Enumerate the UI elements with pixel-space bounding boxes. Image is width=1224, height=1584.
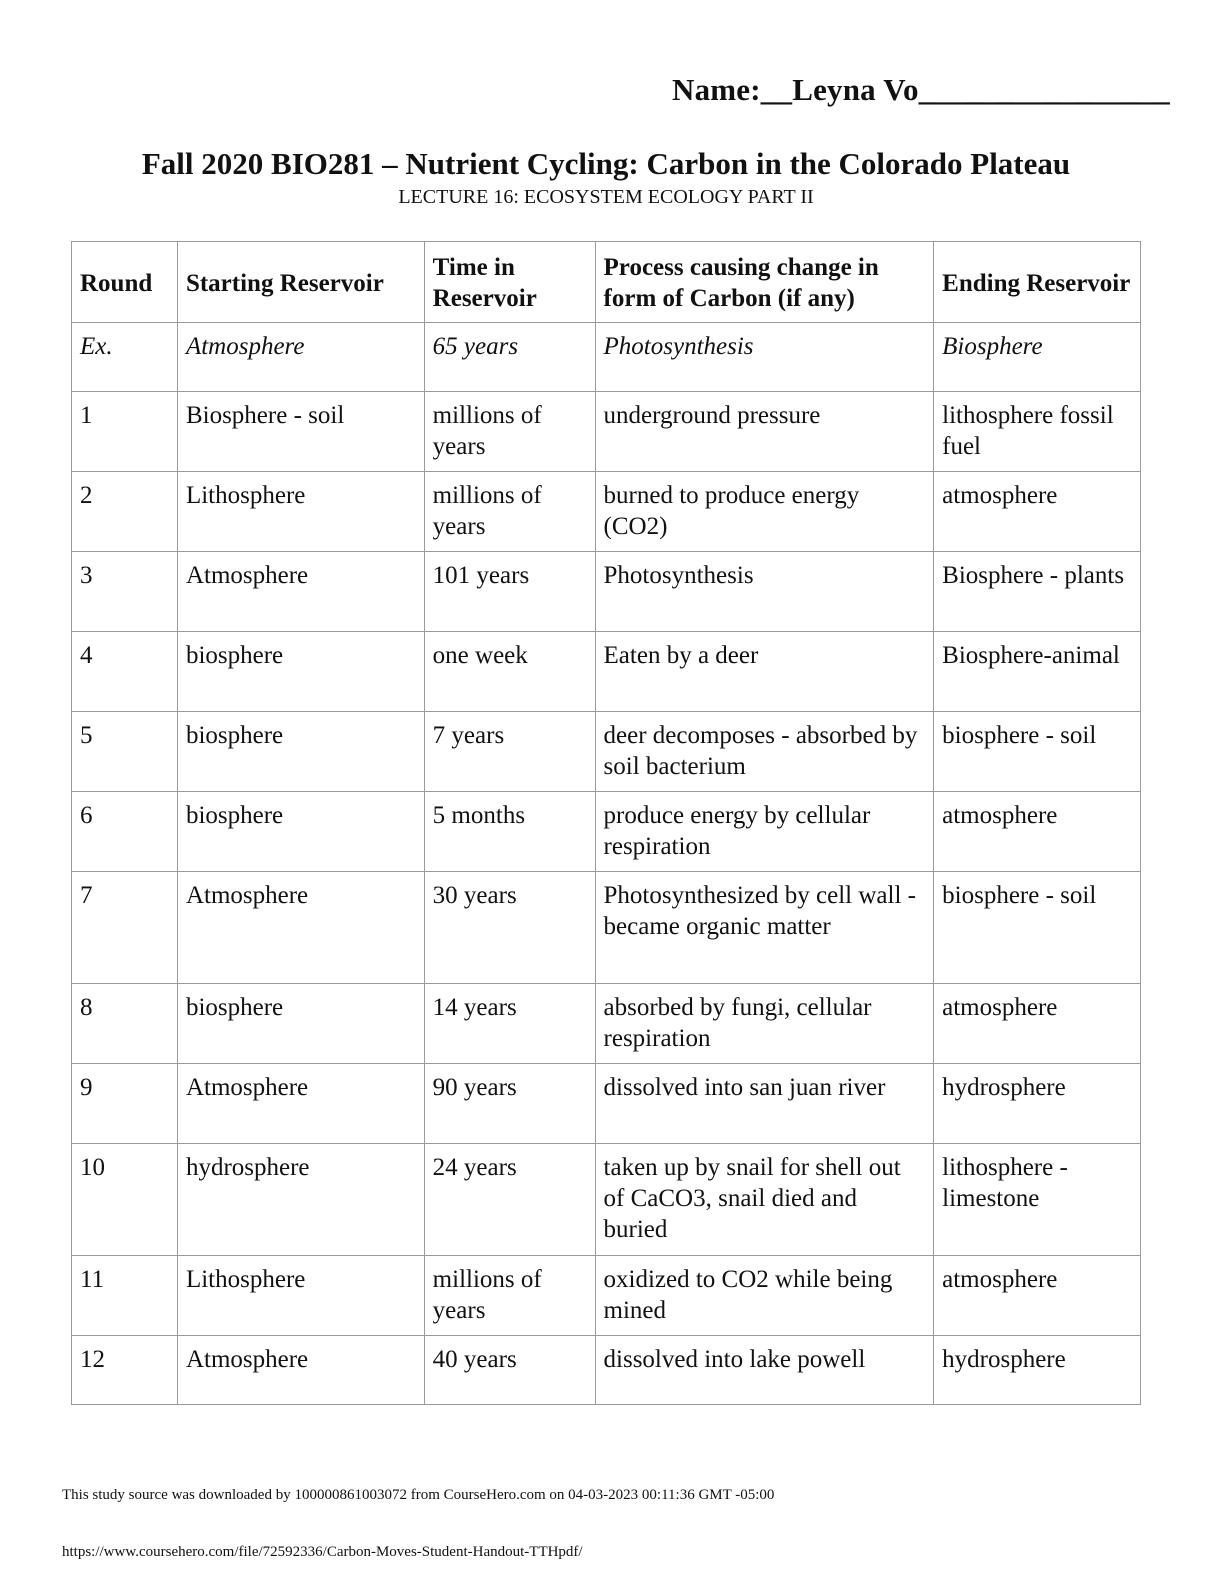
cell-starting-reservoir: Atmosphere [177,552,424,632]
table-row [72,632,1141,712]
source-url: https://www.coursehero.com/file/72592336/Carbon-Moves-Student-Handout-TTHpdf/ [62,1544,583,1560]
cell-starting-reservoir: Atmosphere [177,1064,424,1144]
cell-process: produce energy by cellular respiration [595,792,934,872]
table-row [72,1144,1141,1256]
cell-process: Photosynthesis [595,323,934,392]
cell-process: burned to produce energy (CO2) [595,472,934,552]
cell-process: Photosynthesis [595,552,934,632]
cell-starting-reservoir: biosphere [177,984,424,1064]
cell-ending-reservoir: biosphere - soil [934,872,1141,984]
cell-time: one week [424,632,595,712]
column-header-ending-reservoir: Ending Reservoir [934,242,1141,323]
cell-ending-reservoir: hydrosphere [934,1064,1141,1144]
table-row [72,872,1141,984]
cell-time: 40 years [424,1336,595,1405]
cell-time: millions of years [424,392,595,472]
cell-starting-reservoir: Lithosphere [177,472,424,552]
carbon-cycle-table [71,241,1141,1405]
cell-starting-reservoir: Lithosphere [177,1256,424,1336]
cell-time: millions of years [424,472,595,552]
cell-round: 5 [72,712,178,792]
cell-round: 12 [72,1336,178,1405]
cell-process: absorbed by fungi, cellular respiration [595,984,934,1064]
cell-ending-reservoir: hydrosphere [934,1336,1141,1405]
column-header-round: Round [72,242,178,323]
cell-process: Eaten by a deer [595,632,934,712]
cell-time: 24 years [424,1144,595,1256]
cell-starting-reservoir: Atmosphere [177,323,424,392]
table-row [72,472,1141,552]
cell-round: Ex. [72,323,178,392]
table-row [72,1256,1141,1336]
table-row [72,712,1141,792]
cell-starting-reservoir: biosphere [177,792,424,872]
cell-process: deer decomposes - absorbed by soil bacterium [595,712,934,792]
cell-starting-reservoir: Atmosphere [177,1336,424,1405]
student-name-line: Name:__Leyna Vo________________ [672,72,1170,107]
cell-round: 2 [72,472,178,552]
cell-ending-reservoir: Biosphere - plants [934,552,1141,632]
cell-time: 90 years [424,1064,595,1144]
cell-time: 14 years [424,984,595,1064]
cell-ending-reservoir: atmosphere [934,984,1141,1064]
cell-time: 5 months [424,792,595,872]
document-title: Fall 2020 BIO281 – Nutrient Cycling: Carbon in the Colorado Plateau [141,146,1071,181]
cell-round: 1 [72,392,178,472]
cell-time: 7 years [424,712,595,792]
cell-ending-reservoir: atmosphere [934,472,1141,552]
cell-time: 30 years [424,872,595,984]
cell-ending-reservoir: biosphere - soil [934,712,1141,792]
column-header-process: Process causing change in form of Carbon (if any) [595,242,934,323]
cell-round: 8 [72,984,178,1064]
cell-round: 9 [72,1064,178,1144]
download-notice: This study source was downloaded by 100000861003072 from CourseHero.com on 04-03-2023 00:11:36 GMT -05:00 [62,1487,775,1503]
cell-round: 6 [72,792,178,872]
cell-time: 65 years [424,323,595,392]
table-row [72,1064,1141,1144]
column-header-starting-reservoir: Starting Reservoir [177,242,424,323]
cell-ending-reservoir: Biosphere [934,323,1141,392]
column-header-time-in-reservoir: Time in Reservoir [424,242,595,323]
cell-round: 3 [72,552,178,632]
table-row [72,1336,1141,1405]
table-row [72,792,1141,872]
cell-process: dissolved into lake powell [595,1336,934,1405]
cell-process: oxidized to CO2 while being mined [595,1256,934,1336]
cell-ending-reservoir: lithosphere fossil fuel [934,392,1141,472]
example-row [72,323,1141,392]
cell-time: 101 years [424,552,595,632]
cell-process: Photosynthesized by cell wall - became organic matter [595,872,934,984]
cell-time: millions of years [424,1256,595,1336]
cell-starting-reservoir: Atmosphere [177,872,424,984]
table-row [72,984,1141,1064]
document-subtitle: LECTURE 16: ECOSYSTEM ECOLOGY PART II [398,186,814,208]
cell-round: 4 [72,632,178,712]
cell-starting-reservoir: Biosphere - soil [177,392,424,472]
cell-starting-reservoir: hydrosphere [177,1144,424,1256]
cell-process: dissolved into san juan river [595,1064,934,1144]
cell-ending-reservoir: atmosphere [934,1256,1141,1336]
cell-ending-reservoir: atmosphere [934,792,1141,872]
cell-round: 11 [72,1256,178,1336]
cell-starting-reservoir: biosphere [177,632,424,712]
table-row [72,552,1141,632]
cell-ending-reservoir: Biosphere-animal [934,632,1141,712]
cell-round: 7 [72,872,178,984]
cell-ending-reservoir: lithosphere - limestone [934,1144,1141,1256]
table-header-row [72,242,1141,323]
cell-process: taken up by snail for shell out of CaCO3, snail died and buried [595,1144,934,1256]
table-row [72,392,1141,472]
cell-process: underground pressure [595,392,934,472]
cell-round: 10 [72,1144,178,1256]
cell-starting-reservoir: biosphere [177,712,424,792]
